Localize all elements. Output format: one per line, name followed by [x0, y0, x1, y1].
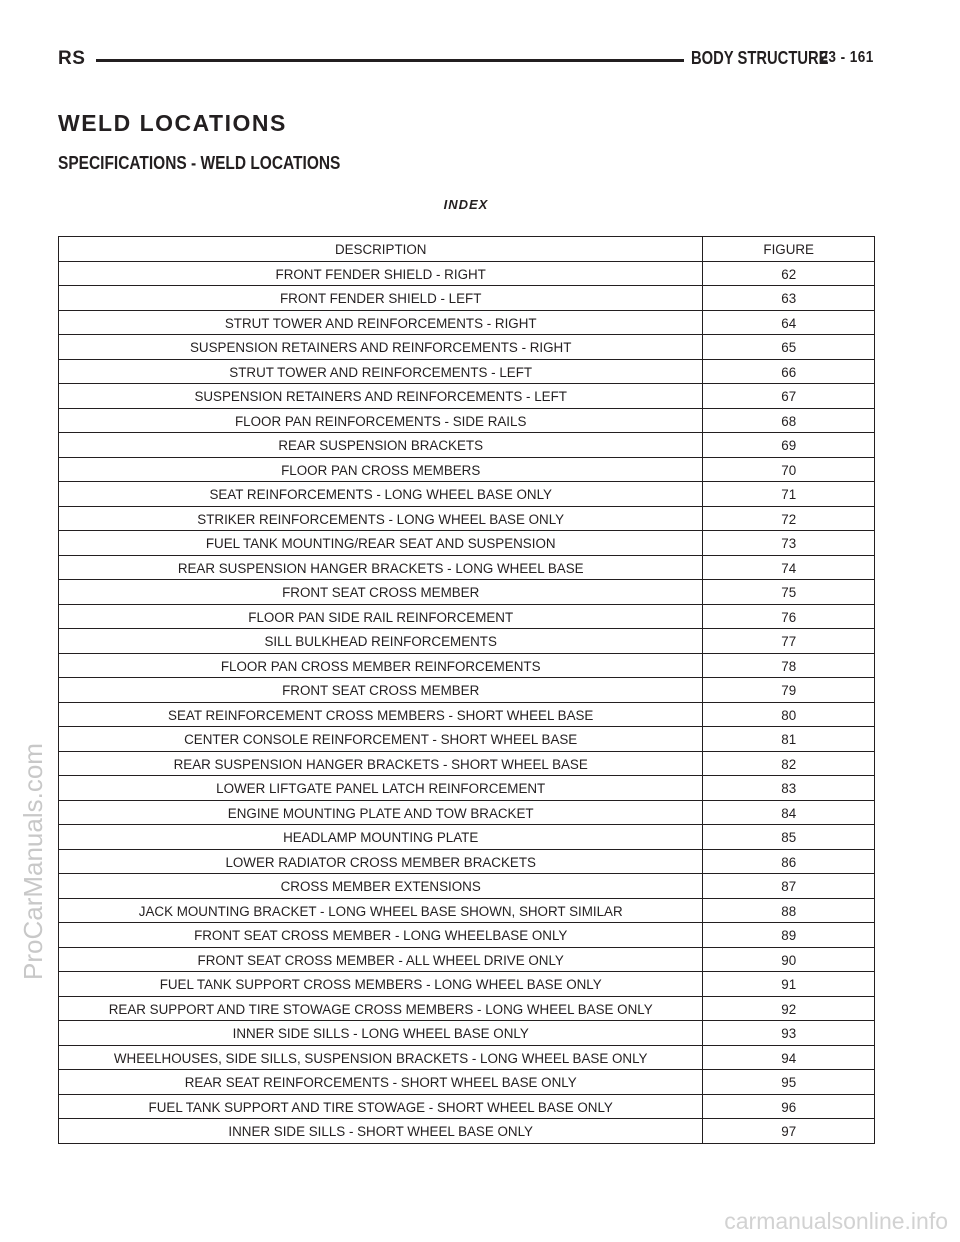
- row-description: LOWER RADIATOR CROSS MEMBER BRACKETS: [59, 849, 703, 874]
- table-row: [59, 800, 875, 825]
- table-row: [59, 1070, 875, 1095]
- row-figure-number: 72: [703, 506, 875, 531]
- row-figure-number: 86: [703, 849, 875, 874]
- row-figure-number: 93: [703, 1021, 875, 1046]
- header-section-title: BODY STRUCTURE: [691, 48, 829, 68]
- column-header-description: DESCRIPTION: [59, 237, 703, 262]
- row-figure-number: 65: [703, 335, 875, 360]
- row-figure-number: 92: [703, 996, 875, 1021]
- row-description: REAR SUPPORT AND TIRE STOWAGE CROSS MEMBERS - LONG WHEEL BASE ONLY: [59, 996, 703, 1021]
- table-row: [59, 335, 875, 360]
- table-row: [59, 1021, 875, 1046]
- row-description: INNER SIDE SILLS - SHORT WHEEL BASE ONLY: [59, 1119, 703, 1144]
- row-description: FRONT SEAT CROSS MEMBER - LONG WHEELBASE ONLY: [59, 923, 703, 948]
- table-row: [59, 702, 875, 727]
- row-figure-number: 91: [703, 972, 875, 997]
- row-figure-number: 64: [703, 310, 875, 335]
- weld-locations-index-table: [58, 236, 875, 1144]
- row-description: REAR SEAT REINFORCEMENTS - SHORT WHEEL BASE ONLY: [59, 1070, 703, 1095]
- row-description: SEAT REINFORCEMENT CROSS MEMBERS - SHORT WHEEL BASE: [59, 702, 703, 727]
- row-description: FLOOR PAN CROSS MEMBERS: [59, 457, 703, 482]
- table-row: [59, 972, 875, 997]
- row-figure-number: 85: [703, 825, 875, 850]
- row-figure-number: 90: [703, 947, 875, 972]
- table-row: [59, 874, 875, 899]
- row-figure-number: 81: [703, 727, 875, 752]
- table-row: [59, 825, 875, 850]
- row-figure-number: 76: [703, 604, 875, 629]
- watermark-left: ProCarManuals.com: [18, 743, 48, 980]
- page-title: WELD LOCATIONS: [58, 110, 287, 136]
- row-figure-number: 75: [703, 580, 875, 605]
- table-row: [59, 849, 875, 874]
- row-figure-number: 78: [703, 653, 875, 678]
- row-description: SEAT REINFORCEMENTS - LONG WHEEL BASE ONLY: [59, 482, 703, 507]
- index-label: INDEX: [443, 197, 489, 212]
- table-row: [59, 727, 875, 752]
- row-figure-number: 97: [703, 1119, 875, 1144]
- table-row: [59, 1094, 875, 1119]
- table-row: [59, 384, 875, 409]
- row-description: FRONT SEAT CROSS MEMBER: [59, 580, 703, 605]
- table-row: [59, 531, 875, 556]
- row-figure-number: 66: [703, 359, 875, 384]
- row-figure-number: 84: [703, 800, 875, 825]
- row-figure-number: 82: [703, 751, 875, 776]
- row-figure-number: 63: [703, 286, 875, 311]
- row-description: FLOOR PAN CROSS MEMBER REINFORCEMENTS: [59, 653, 703, 678]
- table-row: [59, 555, 875, 580]
- header-rule: [96, 59, 684, 62]
- table-row: [59, 408, 875, 433]
- row-description: REAR SUSPENSION BRACKETS: [59, 433, 703, 458]
- row-figure-number: 88: [703, 898, 875, 923]
- row-figure-number: 68: [703, 408, 875, 433]
- table-row: [59, 482, 875, 507]
- row-figure-number: 80: [703, 702, 875, 727]
- table-row: [59, 580, 875, 605]
- row-figure-number: 71: [703, 482, 875, 507]
- row-description: REAR SUSPENSION HANGER BRACKETS - SHORT WHEEL BASE: [59, 751, 703, 776]
- row-description: STRUT TOWER AND REINFORCEMENTS - LEFT: [59, 359, 703, 384]
- row-description: FLOOR PAN REINFORCEMENTS - SIDE RAILS: [59, 408, 703, 433]
- row-figure-number: 77: [703, 629, 875, 654]
- header-model-code: RS: [58, 48, 86, 69]
- row-figure-number: 94: [703, 1045, 875, 1070]
- row-description: CENTER CONSOLE REINFORCEMENT - SHORT WHEEL BASE: [59, 727, 703, 752]
- table-row: [59, 776, 875, 801]
- row-description: FRONT SEAT CROSS MEMBER: [59, 678, 703, 703]
- row-figure-number: 89: [703, 923, 875, 948]
- row-description: FUEL TANK SUPPORT AND TIRE STOWAGE - SHORT WHEEL BASE ONLY: [59, 1094, 703, 1119]
- row-description: FUEL TANK MOUNTING/REAR SEAT AND SUSPENSION: [59, 531, 703, 556]
- table-row: [59, 286, 875, 311]
- row-description: SUSPENSION RETAINERS AND REINFORCEMENTS - RIGHT: [59, 335, 703, 360]
- row-description: CROSS MEMBER EXTENSIONS: [59, 874, 703, 899]
- row-description: ENGINE MOUNTING PLATE AND TOW BRACKET: [59, 800, 703, 825]
- table-row: [59, 751, 875, 776]
- table-row: [59, 261, 875, 286]
- column-header-figure: FIGURE: [703, 237, 875, 262]
- row-description: WHEELHOUSES, SIDE SILLS, SUSPENSION BRACKETS - LONG WHEEL BASE ONLY: [59, 1045, 703, 1070]
- row-description: JACK MOUNTING BRACKET - LONG WHEEL BASE SHOWN, SHORT SIMILAR: [59, 898, 703, 923]
- row-figure-number: 87: [703, 874, 875, 899]
- table-row: [59, 359, 875, 384]
- table-header-row: [59, 237, 875, 262]
- row-description: FRONT SEAT CROSS MEMBER - ALL WHEEL DRIVE ONLY: [59, 947, 703, 972]
- page-header: [58, 44, 874, 74]
- table-row: [59, 653, 875, 678]
- row-description: REAR SUSPENSION HANGER BRACKETS - LONG WHEEL BASE: [59, 555, 703, 580]
- row-description: FRONT FENDER SHIELD - RIGHT: [59, 261, 703, 286]
- table-row: [59, 506, 875, 531]
- row-figure-number: 67: [703, 384, 875, 409]
- table-row: [59, 433, 875, 458]
- row-figure-number: 96: [703, 1094, 875, 1119]
- row-description: LOWER LIFTGATE PANEL LATCH REINFORCEMENT: [59, 776, 703, 801]
- table-row: [59, 310, 875, 335]
- row-figure-number: 70: [703, 457, 875, 482]
- table-row: [59, 947, 875, 972]
- row-figure-number: 62: [703, 261, 875, 286]
- row-description: FLOOR PAN SIDE RAIL REINFORCEMENT: [59, 604, 703, 629]
- row-description: FUEL TANK SUPPORT CROSS MEMBERS - LONG WHEEL BASE ONLY: [59, 972, 703, 997]
- row-figure-number: 95: [703, 1070, 875, 1095]
- header-page-number: 23 - 161: [820, 49, 874, 66]
- row-figure-number: 73: [703, 531, 875, 556]
- section-subtitle: SPECIFICATIONS - WELD LOCATIONS: [58, 153, 341, 173]
- table-row: [59, 898, 875, 923]
- row-description: STRUT TOWER AND REINFORCEMENTS - RIGHT: [59, 310, 703, 335]
- row-figure-number: 79: [703, 678, 875, 703]
- table-row: [59, 678, 875, 703]
- row-description: STRIKER REINFORCEMENTS - LONG WHEEL BASE ONLY: [59, 506, 703, 531]
- row-description: HEADLAMP MOUNTING PLATE: [59, 825, 703, 850]
- table-row: [59, 629, 875, 654]
- row-description: SILL BULKHEAD REINFORCEMENTS: [59, 629, 703, 654]
- table-row: [59, 457, 875, 482]
- table-row: [59, 996, 875, 1021]
- row-figure-number: 83: [703, 776, 875, 801]
- watermark-bottom: carmanualsonline.info: [724, 1208, 948, 1234]
- row-description: SUSPENSION RETAINERS AND REINFORCEMENTS - LEFT: [59, 384, 703, 409]
- row-description: FRONT FENDER SHIELD - LEFT: [59, 286, 703, 311]
- row-figure-number: 74: [703, 555, 875, 580]
- row-figure-number: 69: [703, 433, 875, 458]
- row-description: INNER SIDE SILLS - LONG WHEEL BASE ONLY: [59, 1021, 703, 1046]
- table-row: [59, 1119, 875, 1144]
- table-row: [59, 1045, 875, 1070]
- table-row: [59, 923, 875, 948]
- table-row: [59, 604, 875, 629]
